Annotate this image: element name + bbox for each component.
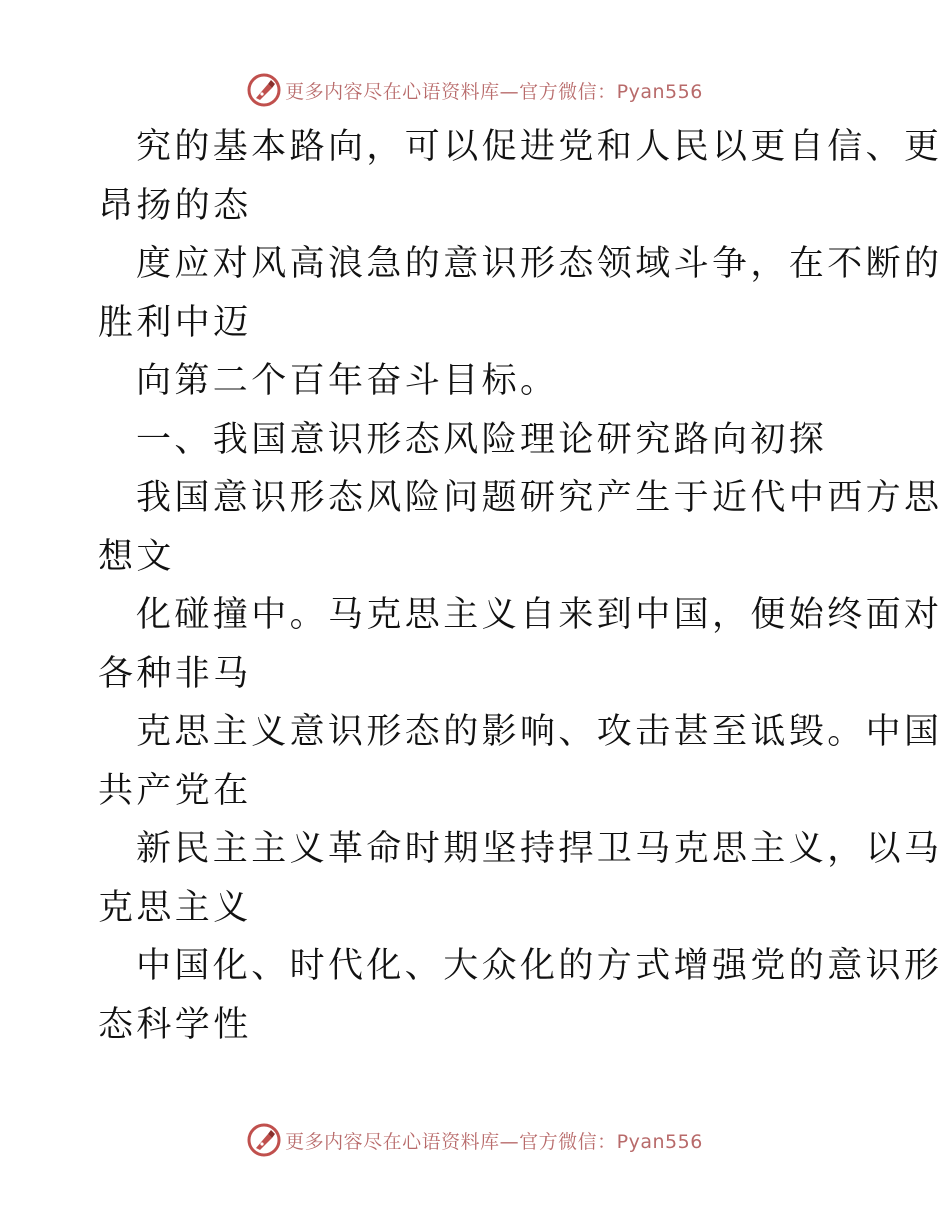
- body-line: 我国意识形态风险问题研究产生于近代中西方思: [136, 478, 943, 518]
- body-line: 想文: [98, 536, 175, 577]
- header-banner: [0, 70, 950, 110]
- section-heading: 一、我国意识形态风险理论研究路向初探: [136, 419, 828, 460]
- body-line: 克思主义意识形态的影响、攻击甚至诋毁。中国: [136, 712, 943, 752]
- body-line: 胜利中迈: [98, 302, 252, 343]
- body-line: 中国化、时代化、大众化的方式增强党的意识形: [136, 946, 943, 986]
- pen-nib-logo-icon: [247, 73, 281, 107]
- body-line: 克思主义: [98, 887, 252, 928]
- body-line: 共产党在: [98, 770, 252, 811]
- header-banner-text: 更多内容尽在心语资料库—官方微信：Pyan556: [285, 80, 703, 103]
- pen-nib-logo-icon: [247, 1123, 281, 1157]
- footer-banner-text: 更多内容尽在心语资料库—官方微信：Pyan556: [285, 1130, 703, 1153]
- body-line: 新民主主义革命时期坚持捍卫马克思主义，以马: [136, 829, 943, 869]
- body-line: 态科学性: [98, 1004, 252, 1045]
- body-line: 度应对风高浪急的意识形态领域斗争，在不断的: [136, 244, 943, 284]
- body-line: 各种非马: [98, 653, 252, 694]
- document-body: [98, 118, 943, 1054]
- body-line: 昂扬的态: [98, 185, 252, 226]
- body-line: 化碰撞中。马克思主义自来到中国，便始终面对: [136, 595, 943, 635]
- body-line: 向第二个百年奋斗目标。: [136, 361, 559, 401]
- body-line: 究的基本路向，可以促进党和人民以更自信、更: [136, 127, 943, 167]
- footer-banner: [0, 1120, 950, 1160]
